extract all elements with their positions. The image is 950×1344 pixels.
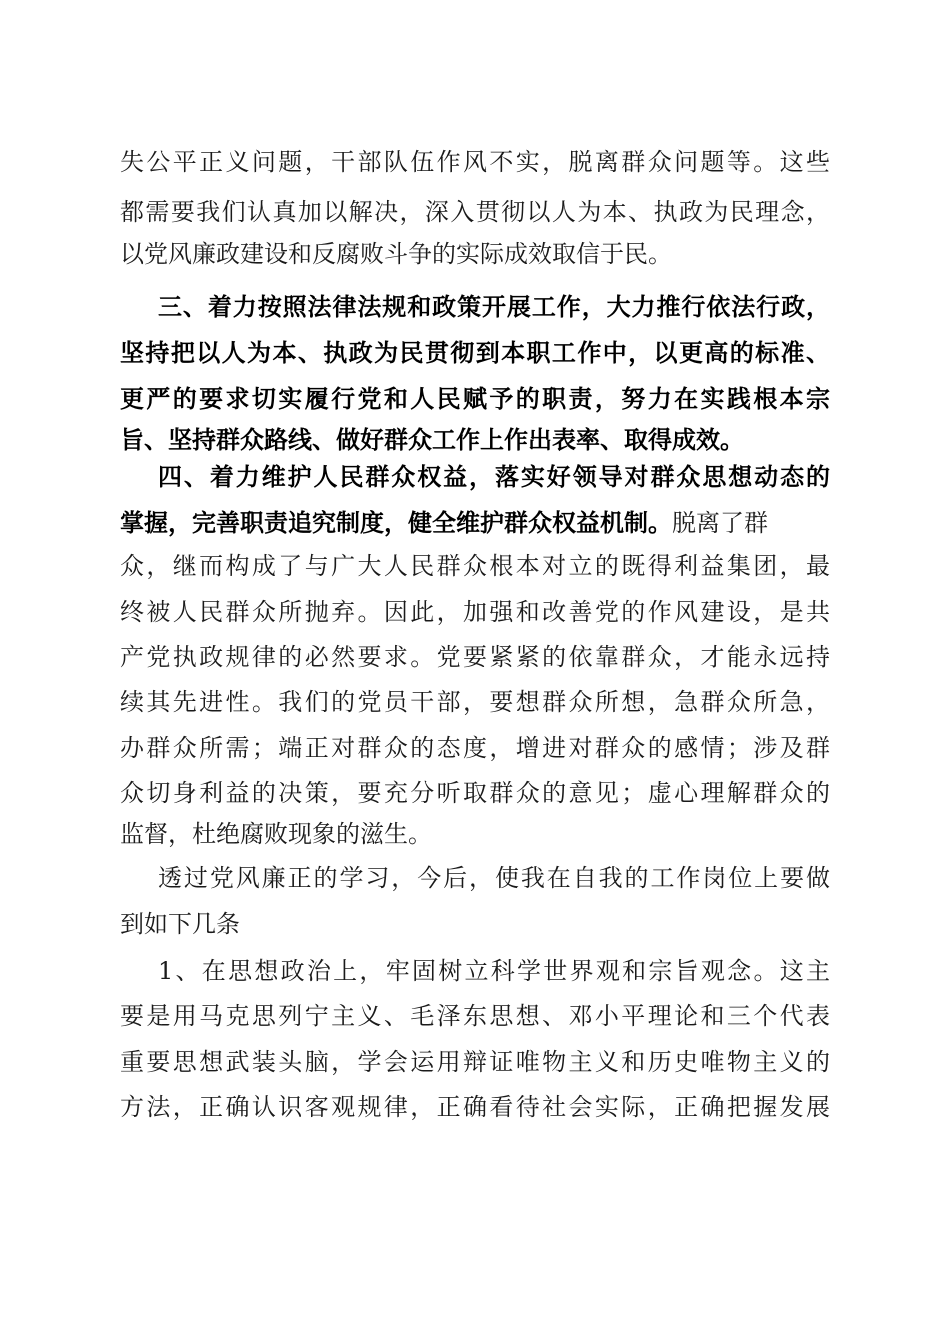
text-line: 监督，杜绝腐败现象的滋生。 <box>120 820 432 848</box>
text-line: 都需要我们认真加以解决，深入贯彻以人为本、执政为民理念， <box>120 198 830 226</box>
text-line: 产党执政规律的必然要求。党要紧紧的依靠群众，才能永远持 <box>120 643 830 671</box>
text-line: 以党风廉政建设和反腐败斗争的实际成效取信于民。 <box>120 240 672 268</box>
text-line: 众，继而构成了与广大人民群众根本对立的既得利益集团，最 <box>120 552 830 580</box>
text-line: 坚持把以人为本、执政为民贯彻到本职工作中，以更高的标准、 <box>120 339 830 367</box>
text-line: 终被人民群众所抛弃。因此，加强和改善党的作风建设，是共 <box>120 598 830 626</box>
text-line: 要是用马克思列宁主义、毛泽东思想、邓小平理论和三个代表 <box>120 1002 830 1030</box>
text-line: 失公平正义问题，干部队伍作风不实，脱离群众问题等。这些 <box>120 148 830 176</box>
section-heading-four: 四、着力维护人民群众权益，落实好领导对群众思想动态的 <box>158 463 830 491</box>
text-line: 众切身利益的决策，要充分听取群众的意见；虚心理解群众的 <box>120 779 830 807</box>
bold-clause: 掌握，完善职责追究制度，健全维护群众权益机制。 <box>120 509 672 537</box>
text-line: 更严的要求切实履行党和人民赋予的职责，努力在实践根本宗 <box>120 385 830 413</box>
text-line: 透过党风廉正的学习，今后，使我在自我的工作岗位上要做 <box>158 864 830 892</box>
text-line: 到如下几条 <box>120 910 240 938</box>
text-line: 旨、坚持群众路线、做好群众工作上作出表率、取得成效。 <box>120 426 744 454</box>
section-heading-three: 三、着力按照法律法规和政策开展工作，大力推行依法行政， <box>158 293 830 321</box>
regular-clause: 脱离了群 <box>672 509 768 537</box>
text-line: 续其先进性。我们的党员干部，要想群众所想，急群众所急， <box>120 688 830 716</box>
text-line: 办群众所需；端正对群众的态度，增进对群众的感情；涉及群 <box>120 734 830 762</box>
text-line: 重要思想武装头脑，学会运用辩证唯物主义和历史唯物主义的 <box>120 1048 830 1076</box>
numbered-item-one: 1、在思想政治上，牢固树立科学世界观和宗旨观念。这主 <box>158 957 830 985</box>
text-line: 方法，正确认识客观规律，正确看待社会实际，正确把握发展 <box>120 1093 830 1121</box>
mixed-line <box>120 505 830 541</box>
